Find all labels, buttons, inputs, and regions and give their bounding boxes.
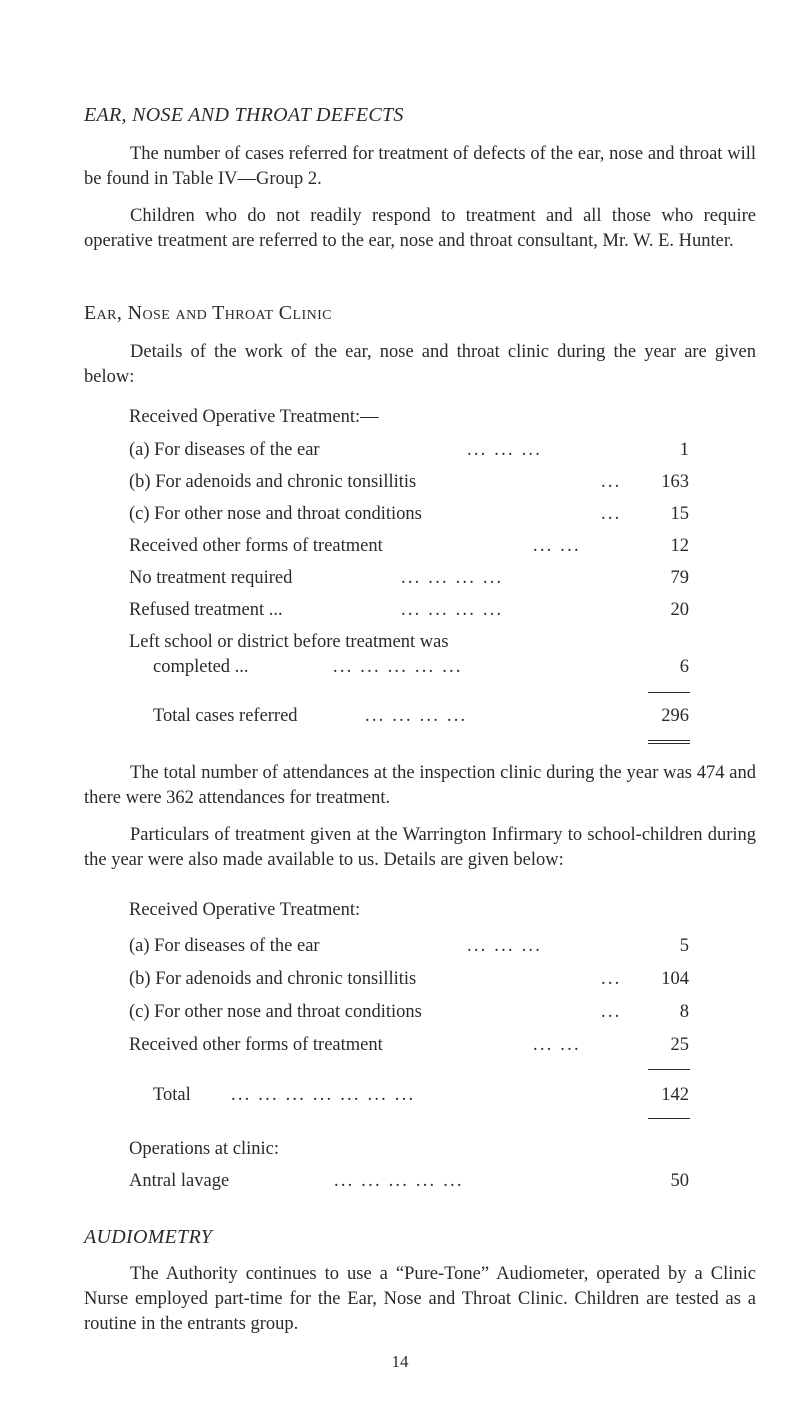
page-number: 14 <box>391 1352 409 1371</box>
table-row: (c) For other nose and throat conditions ... 8 <box>129 1002 689 1022</box>
table-row: Antral lavage ... ... ... ... ... 50 <box>129 1171 689 1191</box>
table-row: Received other forms of treatment ... ... 12 <box>129 536 689 556</box>
table-row: Refused treatment ... ... ... ... ... 20 <box>129 600 689 620</box>
paragraph-infirmary: Particulars of treatment given at the Warrington Infirmary to school-children during the year were also made available to us. Details are given below: <box>84 825 756 870</box>
table-title: Received Operative Treatment:— <box>129 407 379 427</box>
subtotal-rule <box>648 1069 690 1070</box>
table-title: Operations at clinic: <box>129 1139 280 1159</box>
table-row: (b) For adenoids and chronic tonsillitis ... 163 <box>129 472 689 492</box>
table-total-row: Total cases referred ... ... ... ... 296 <box>153 706 689 726</box>
table-total-row: Total ... ... ... ... ... ... ... 142 <box>153 1085 689 1105</box>
total-rule <box>648 1118 690 1119</box>
table-title: Received Operative Treatment: <box>129 900 361 920</box>
table-row: (c) For other nose and throat conditions ... 15 <box>129 504 689 524</box>
subtotal-rule <box>648 692 690 693</box>
total-double-rule-top <box>648 740 690 741</box>
paragraph-attendances: The total number of attendances at the inspection clinic during the year was 474 and there were 362 attendances for treatment. <box>84 763 756 808</box>
total-double-rule-bottom <box>648 743 690 744</box>
table-row: (a) For diseases of the ear ... ... ... 5 <box>129 936 689 956</box>
table-row: (b) For adenoids and chronic tonsillitis ... 104 <box>129 969 689 989</box>
table-row: No treatment required ... ... ... ... 79 <box>129 568 689 588</box>
table-row: Left school or district before treatment was <box>129 632 449 652</box>
paragraph-clinic-details: Details of the work of the ear, nose and throat clinic during the year are given below: <box>84 342 756 387</box>
section-heading-ent: EAR, NOSE AND THROAT DEFECTS <box>84 104 404 126</box>
paragraph-consultant: Children who do not readily respond to treatment and all those who require operative treatment are referred to the ear, nose and throat consultant, Mr. W. E. Hunter. <box>84 206 756 251</box>
table-row: Received other forms of treatment ... ... 25 <box>129 1035 689 1055</box>
section-heading-audiometry: AUDIOMETRY <box>84 1226 213 1248</box>
paragraph-referrals: The number of cases referred for treatment of defects of the ear, nose and throat will be found in Table IV—Group 2. <box>84 144 756 189</box>
table-row: (a) For diseases of the ear ... ... ... 1 <box>129 440 689 460</box>
table-row: completed ... ... ... ... ... ... 6 <box>153 657 689 677</box>
paragraph-audiometry: The Authority continues to use a “Pure-Tone” Audiometer, operated by a Clinic Nurse employed part-time for the Ear, Nose and Throat Clinic. Children are tested as a routine in the entrants group. <box>84 1264 756 1334</box>
clinic-subheading: Ear, Nose and Throat Clinic <box>84 302 332 324</box>
